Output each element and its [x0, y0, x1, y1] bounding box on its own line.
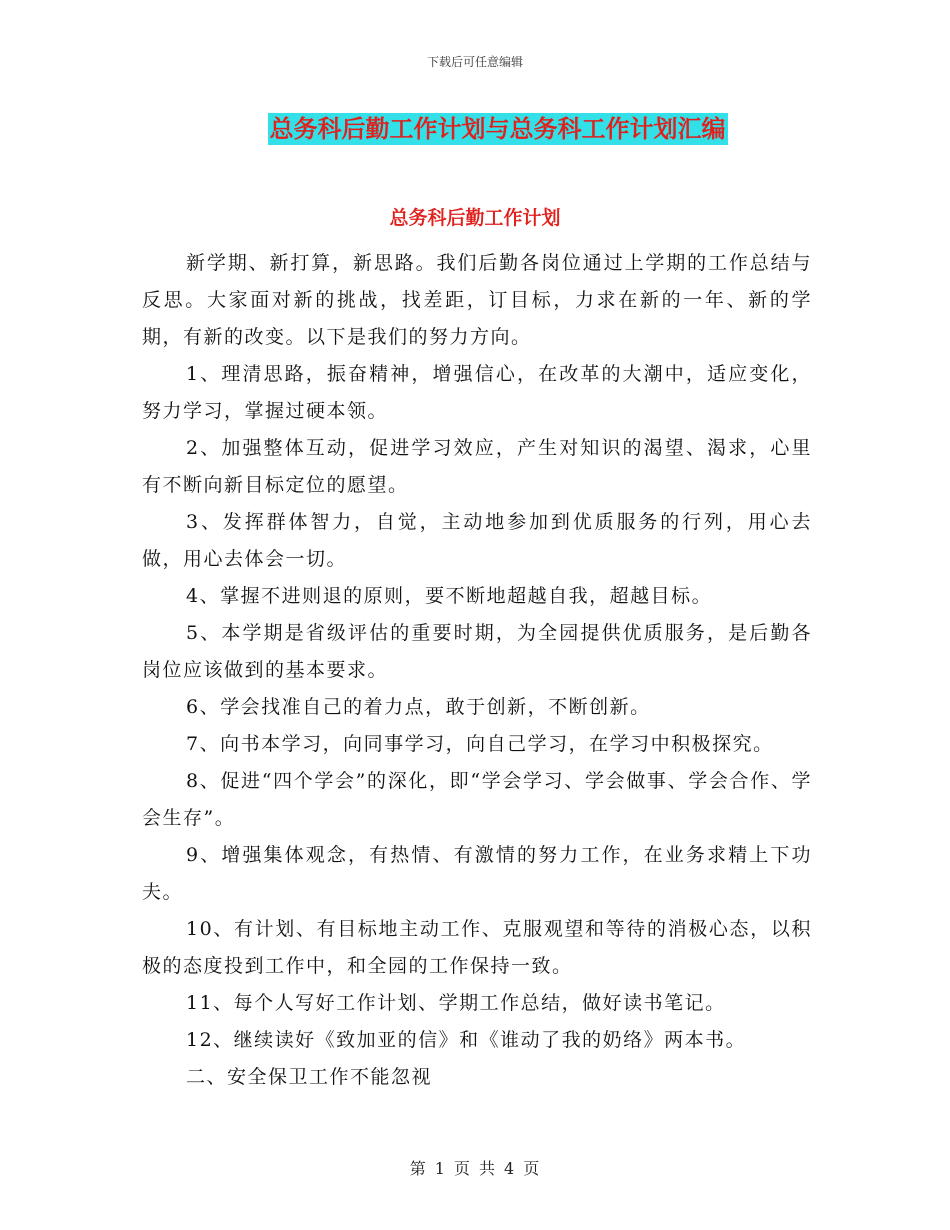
section-heading-safety: 二、安全保卫工作不能忽视 — [186, 1066, 433, 1088]
section-title: 总务科后勤工作计划 — [389, 207, 561, 229]
document-body — [142, 245, 812, 1096]
page-footer — [0, 1156, 950, 1179]
paragraph-item-9: 9、增强集体观念，有热情、有激情的努力工作，在业务求精上下功夫。 — [142, 844, 812, 903]
page-number: 1 — [434, 1159, 446, 1178]
paragraph-item-8: 8、促进“四个学会”的深化，即“学会学习、学会做事、学会合作、学会生存”。 — [142, 770, 812, 829]
paragraph-item-4: 4、掌握不进则退的原则，要不断地超越自我，超越目标。 — [186, 585, 713, 607]
main-title: 总务科后勤工作计划与总务科工作计划汇编 — [269, 115, 726, 143]
header-note: 下载后可任意编辑 — [426, 55, 523, 69]
paragraph-item-2: 2、加强整体互动，促进学习效应，产生对知识的渴望、渴求，心里有不断向新目标定位的愿望。 — [142, 437, 812, 496]
footer-ye: 页 — [453, 1159, 471, 1178]
main-title-container — [0, 113, 950, 145]
paragraph-item-11: 11、每个人写好工作计划、学期工作总结，做好读书笔记。 — [186, 992, 726, 1014]
paragraph-item-7: 7、向书本学习，向同事学习，向自己学习，在学习中积极探究。 — [186, 733, 774, 755]
page-total: 4 — [504, 1159, 516, 1178]
paragraph-item-3: 3、发挥群体智力，自觉，主动地参加到优质服务的行列，用心去做，用心去体会一切。 — [142, 511, 812, 570]
paragraph-item-6: 6、学会找准自己的着力点，敢于创新，不断创新。 — [186, 696, 651, 718]
footer-gong: 共 — [479, 1159, 497, 1178]
paragraph-item-12: 12、继续读好《致加亚的信》和《谁动了我的奶络》两本书。 — [186, 1029, 747, 1051]
paragraph-intro: 新学期、新打算，新思路。我们后勤各岗位通过上学期的工作总结与反思。大家面对新的挑战，找差距，订目标，力求在新的一年、新的学期，有新的改变。以下是我们的努力方向。 — [142, 252, 812, 348]
footer-di: 第 — [409, 1159, 427, 1178]
paragraph-item-5: 5、本学期是省级评估的重要时期，为全园提供优质服务，是后勤各岗位应该做到的基本要求。 — [142, 622, 812, 681]
footer-ye2: 页 — [523, 1159, 541, 1178]
paragraph-item-1: 1、理清思路，振奋精神，增强信心，在改革的大潮中，适应变化，努力学习，掌握过硬本领。 — [142, 363, 812, 422]
paragraph-item-10: 10、有计划、有目标地主动工作、克服观望和等待的消极心态，以积极的态度投到工作中，和全园的工作保持一致。 — [142, 918, 812, 977]
